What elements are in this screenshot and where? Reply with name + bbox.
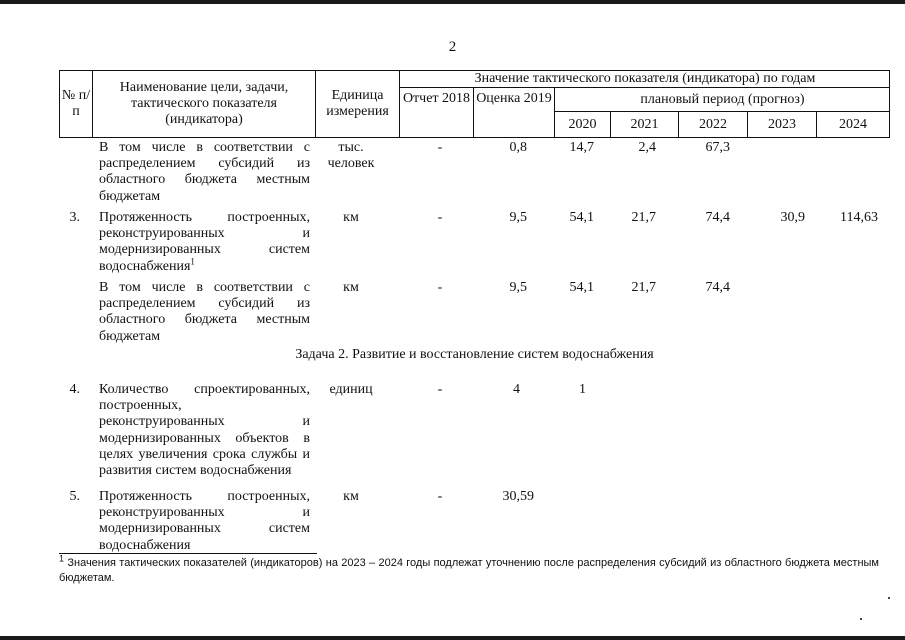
footnote-text: Значения тактических показателей (индикаторов) на 2023 – 2024 годы подлежат уточнению после распределения субсидий из областного бюджета местным бюджетам. [59, 557, 879, 584]
row-2020: 1 [579, 382, 586, 397]
footnote [59, 553, 879, 586]
row-2021: 2,4 [638, 140, 656, 155]
row-report: - [437, 140, 443, 155]
row-estimate: 0,8 [509, 140, 527, 155]
row-name: Протяженность построенных, реконструированных и модернизированных систем водоснабжения$^1$ [99, 210, 310, 274]
row-unit: км [343, 489, 359, 504]
row-estimate: 30,59 [502, 489, 534, 504]
scan-speck [860, 618, 862, 620]
footnote-divider [59, 553, 317, 554]
header-name: Наименование цели, задачи, тактического показателя (индикатора) [119, 80, 289, 127]
header-year-2022: 2022 [699, 117, 727, 132]
row-name: Протяженность построенных, реконструированных и модернизированных систем водоснабжения [99, 489, 310, 553]
row-name: В том числе в соответствии с распределением субсидий из областного бюджета местным бюджетам [99, 140, 310, 204]
row-2022: 67,3 [705, 140, 730, 155]
task-heading: Задача 2. Развитие и восстановление систем водоснабжения [295, 347, 654, 362]
header-year-2020: 2020 [568, 117, 597, 132]
row-number: 5. [69, 489, 80, 504]
row-report: - [437, 210, 443, 225]
row-2024: 114,63 [840, 210, 878, 225]
scan-border-top [0, 0, 905, 4]
row-unit: тыс. человек [327, 140, 375, 172]
row-2020: 54,1 [569, 280, 594, 295]
row-2022: 74,4 [705, 280, 730, 295]
row-unit: км [343, 280, 359, 295]
row-report: - [437, 489, 443, 504]
row-estimate: 9,5 [509, 280, 527, 295]
header-year-2021: 2021 [630, 117, 659, 132]
row-2021: 21,7 [631, 210, 656, 225]
row-2020: 54,1 [569, 210, 594, 225]
row-estimate: 9,5 [509, 210, 527, 225]
row-estimate: 4 [513, 382, 520, 397]
header-report: Отчет 2018 [402, 91, 471, 106]
row-unit: единиц [329, 382, 373, 397]
footnote-ref: 1 [190, 255, 195, 266]
row-2020: 14,7 [569, 140, 594, 155]
row-name: Количество спроектированных, построенных, реконструированных и модернизированных объектов в целях увеличения срока службы и развития систем водоснабжения [99, 382, 310, 479]
scan-border-bottom [0, 636, 905, 640]
header-estimate: Оценка 2019 [476, 91, 552, 106]
row-name: В том числе в соответствии с распределением субсидий из областного бюджета местным бюджетам [99, 280, 310, 344]
row-number: 4. [69, 382, 80, 397]
page-number: 2 [448, 39, 457, 55]
header-plan-period: плановый период (прогноз) [640, 92, 805, 107]
row-unit: км [343, 210, 359, 225]
row-report: - [437, 382, 443, 397]
row-number: 3. [69, 210, 80, 225]
table-header [59, 70, 890, 138]
header-num: № п/п [61, 88, 91, 119]
row-2021: 21,7 [631, 280, 656, 295]
scan-speck [888, 597, 890, 599]
row-2022: 74,4 [705, 210, 730, 225]
header-values-group: Значение тактического показателя (индикатора) по годам [474, 71, 816, 86]
row-2023: 30,9 [780, 210, 805, 225]
header-unit: Единица измерения [326, 88, 389, 119]
header-year-2024: 2024 [839, 117, 867, 132]
footnote-mark: 1 [59, 553, 65, 564]
row-report: - [437, 280, 443, 295]
header-year-2023: 2023 [768, 117, 796, 132]
